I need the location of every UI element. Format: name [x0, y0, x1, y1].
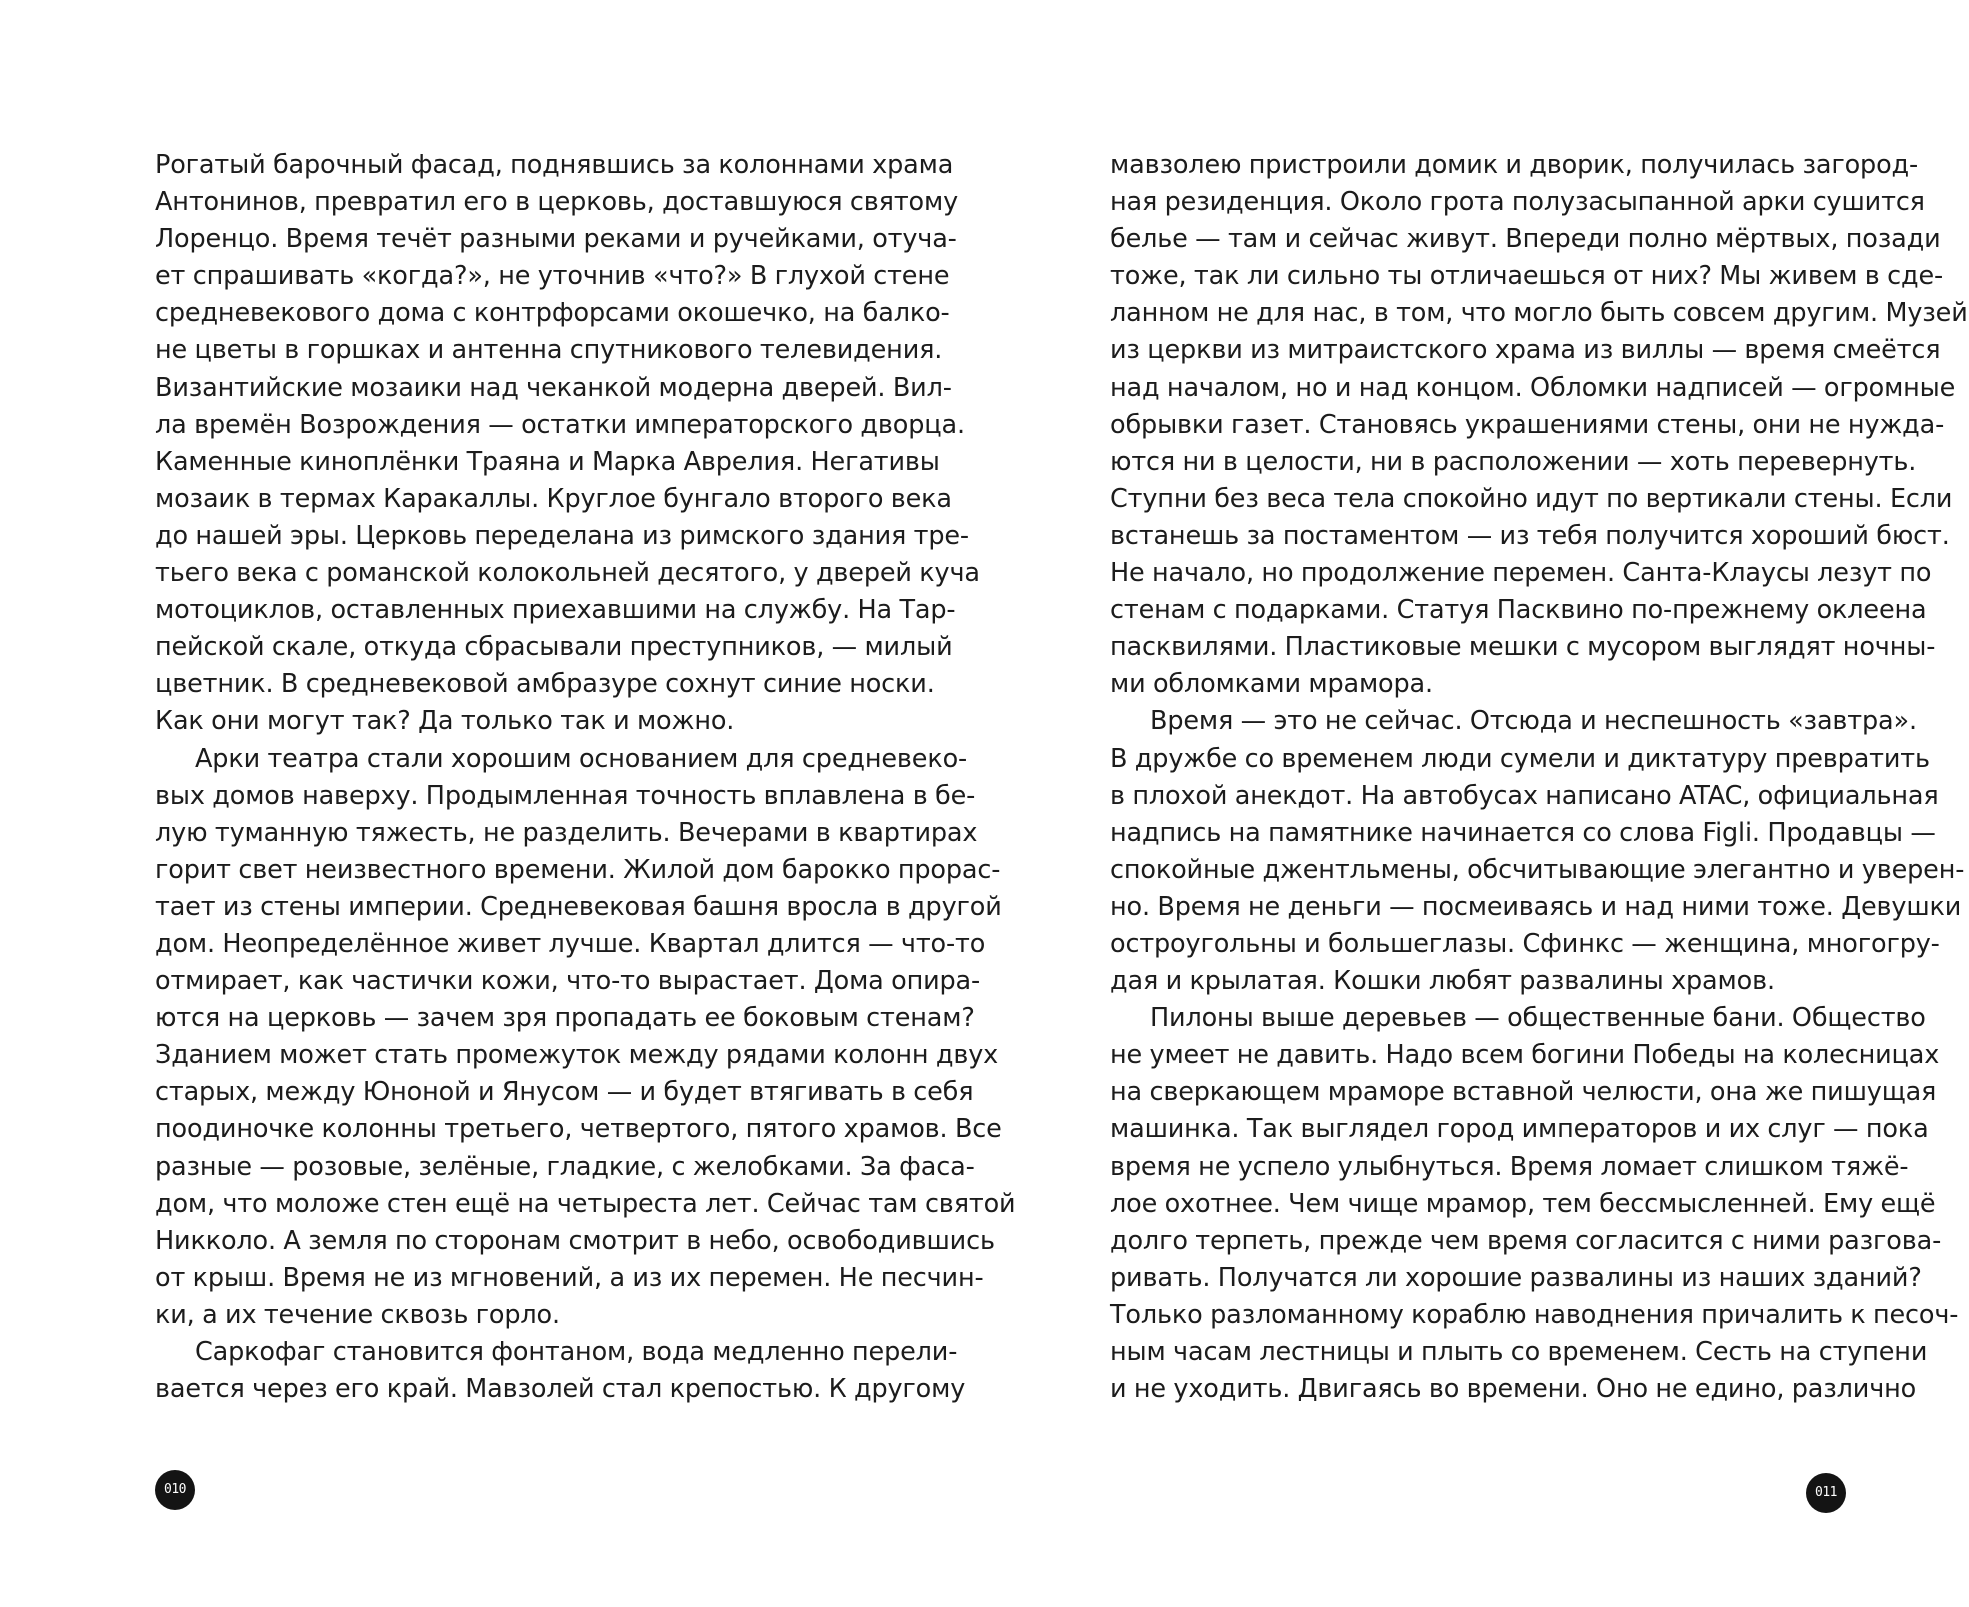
left-page-line: пейской скале, откуда сбрасывали преступников, — милый: [155, 632, 953, 663]
left-page-line: от крыш. Время не из мгновений, а из их перемен. Не песчин-: [155, 1262, 984, 1293]
left-page-line: ются на церковь — зачем зря пропадать ее боковым стенам?: [155, 1003, 975, 1034]
right-page-line: ются ни в целости, ни в расположении — хоть перевернуть.: [1110, 446, 1917, 477]
right-page-text: [1110, 147, 1968, 1408]
right-page-line: машинка. Так выглядел город императоров и их слуг — пока: [1110, 1114, 1929, 1145]
right-page-line: Только разломанному кораблю наводнения причалить к песоч-: [1110, 1299, 1959, 1330]
left-page-line: вается через его край. Мавзолей стал крепостью. К другому: [155, 1374, 966, 1405]
right-page-line: время не успело улыбнуться. Время ломает слишком тяжё-: [1110, 1151, 1909, 1182]
left-page-line: Зданием может стать промежуток между рядами колонн двух: [155, 1040, 999, 1071]
right-page-line: ланном не для нас, в том, что могло быть совсем другим. Музей: [1110, 298, 1968, 329]
right-page-line: Не начало, но продолжение перемен. Санта-Клаусы лезут по: [1110, 558, 1932, 589]
left-page-line: мотоциклов, оставленных приехавшими на службу. На Тар-: [155, 595, 956, 626]
left-page-line: тьего века с романской колокольней десятого, у дверей куча: [155, 558, 980, 589]
right-page-line: но. Время не деньги — посмеиваясь и над ними тоже. Девушки: [1110, 891, 1962, 922]
left-page-line: дом, что моложе стен ещё на четыреста лет. Сейчас там святой: [155, 1188, 1016, 1219]
right-page-line: мавзолею пристроили домик и дворик, получилась загород-: [1110, 150, 1919, 180]
right-page-line: из церкви из митраистского храма из виллы — время смеётся: [1110, 335, 1941, 366]
right-page-line: остроугольны и большеглазы. Сфинкс — женщина, многогру-: [1110, 928, 1940, 959]
right-page-line: В дружбе со временем люди сумели и диктатуру превратить: [1110, 743, 1930, 774]
left-page-line: Никколо. А земля по сторонам смотрит в небо, освободившись: [155, 1225, 995, 1256]
right-page-line: долго терпеть, прежде чем время согласится с ними разгова-: [1110, 1225, 1942, 1256]
right-page-line: и не уходить. Двигаясь во времени. Оно не едино, различно: [1110, 1374, 1917, 1405]
right-page-line: ная резиденция. Около грота полузасыпанной арки сушится: [1110, 187, 1925, 218]
left-page-line: цветник. В средневековой амбразуре сохнут синие носки.: [155, 669, 935, 700]
right-page-line: Пилоны выше деревьев — общественные бани. Общество: [1150, 1003, 1926, 1034]
right-page-line: надпись на памятнике начинается со слова Figli. Продавцы —: [1110, 817, 1936, 848]
left-page-line: отмирает, как частички кожи, что-то вырастает. Дома опира-: [155, 966, 981, 997]
left-page-line: Как они могут так? Да только так и можно.: [155, 706, 735, 737]
right-page-line: белье — там и сейчас живут. Впереди полно мёртвых, позади: [1110, 224, 1941, 255]
left-page-number: 010: [155, 1470, 195, 1510]
left-page-line: дом. Неопределённое живет лучше. Квартал длится — что-то: [155, 928, 986, 959]
right-page-line: встанешь за постаментом — из тебя получится хороший бюст.: [1110, 520, 1950, 551]
left-page-line: лую туманную тяжесть, не разделить. Вечерами в квартирах: [155, 817, 978, 848]
left-page-line: средневекового дома с контрфорсами окошечко, на балко-: [155, 298, 950, 329]
left-page-line: ла времён Возрождения — остатки императорского дворца.: [155, 409, 965, 440]
left-page-line: Арки театра стали хорошим основанием для средневеко-: [195, 743, 968, 774]
right-page-line: на сверкающем мраморе вставной челюсти, она же пишущая: [1110, 1077, 1937, 1108]
left-page-line: Лоренцо. Время течёт разными реками и ручейками, отуча-: [155, 224, 957, 255]
right-page-line: над началом, но и над концом. Обломки надписей — огромные: [1110, 372, 1956, 403]
right-page-line: ным часам лестницы и плыть со временем. Сесть на ступени: [1110, 1337, 1928, 1367]
left-page-line: Византийские мозаики над чеканкой модерна дверей. Вил-: [155, 372, 952, 403]
right-page-line: обрывки газет. Становясь украшениями стены, они не нужда-: [1110, 409, 1945, 440]
right-page-number: 011: [1806, 1473, 1846, 1513]
right-page-line: тоже, так ли сильно ты отличаешься от них? Мы живем в сде-: [1110, 261, 1944, 292]
left-page-text: [155, 147, 1016, 1408]
right-page-line: спокойные джентльмены, обсчитывающие элегантно и уверен-: [1110, 854, 1965, 885]
left-page-line: мозаик в термах Каракаллы. Круглое бунгало второго века: [155, 483, 952, 514]
left-page-line: тает из стены империи. Средневековая башня вросла в другой: [155, 891, 1002, 922]
right-page-line: не умеет не давить. Надо всем богини Победы на колесницах: [1110, 1040, 1940, 1071]
left-page-line: старых, между Юноной и Янусом — и будет втягивать в себя: [155, 1077, 974, 1108]
left-page-line: вых домов наверху. Продымленная точность вплавлена в бе-: [155, 780, 976, 811]
left-page-line: до нашей эры. Церковь переделана из римского здания тре-: [155, 520, 969, 551]
left-page-line: разные — розовые, зелёные, гладкие, с желобками. За фаса-: [155, 1151, 975, 1182]
right-page-line: в плохой анекдот. На автобусах написано ATAC, официальная: [1110, 780, 1939, 811]
right-page-line: пасквилями. Пластиковые мешки с мусором выглядят ночны-: [1110, 632, 1936, 663]
right-page-line: дая и крылатая. Кошки любят развалины храмов.: [1110, 966, 1775, 997]
right-page-line: лое охотнее. Чем чище мрамор, тем бессмысленней. Ему ещё: [1110, 1188, 1936, 1219]
right-page-line: Ступни без веса тела спокойно идут по вертикали стены. Если: [1110, 483, 1953, 514]
left-page-line: Антонинов, превратил его в церковь, доставшуюся святому: [155, 187, 959, 218]
left-page-line: Каменные киноплёнки Траяна и Марка Аврелия. Негативы: [155, 446, 940, 477]
left-page-line: ки, а их течение сквозь горло.: [155, 1299, 560, 1330]
left-page-line: поодиночке колонны третьего, четвертого, пятого храмов. Все: [155, 1114, 1002, 1145]
left-page-line: не цветы в горшках и антенна спутникового телевидения.: [155, 335, 943, 366]
right-page-line: Время — это не сейчас. Отсюда и неспешность «завтра».: [1150, 706, 1917, 737]
right-page-line: стенам с подарками. Статуя Пасквино по-прежнему оклеена: [1110, 595, 1927, 626]
left-page-line: горит свет неизвестного времени. Жилой дом барокко прорас-: [155, 854, 1001, 885]
left-page-line: Саркофаг становится фонтаном, вода медленно перели-: [195, 1337, 958, 1367]
left-page-line: Рогатый барочный фасад, поднявшись за колоннами храма: [155, 150, 954, 180]
right-page-line: ми обломками мрамора.: [1110, 669, 1433, 700]
right-page-line: ривать. Получатся ли хорошие развалины из наших зданий?: [1110, 1262, 1922, 1293]
left-page-line: ет спрашивать «когда?», не уточнив «что?» В глухой стене: [155, 261, 950, 292]
